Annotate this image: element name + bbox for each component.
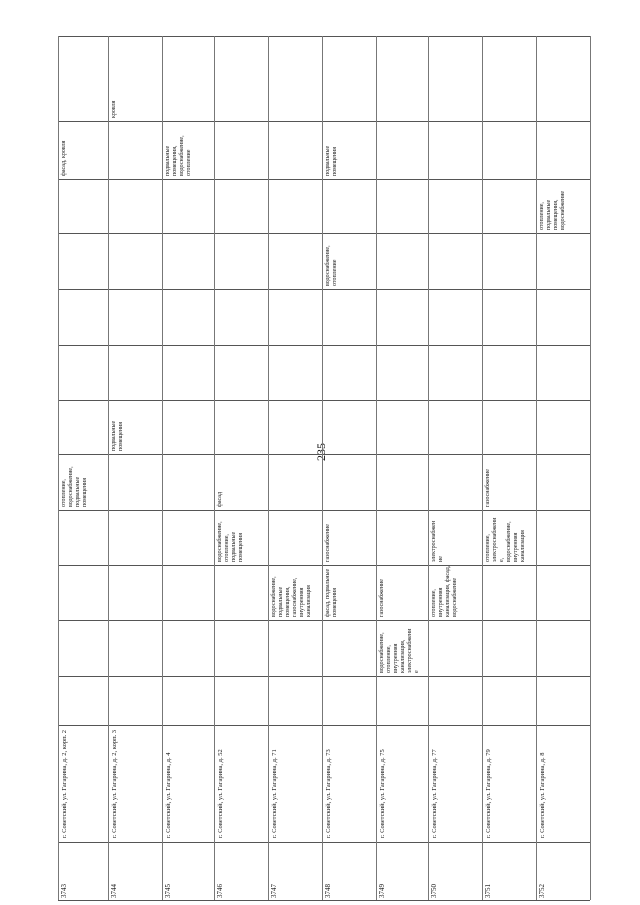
row-address: г. Советский, ул. Гагарина, д. 71 bbox=[271, 749, 278, 838]
row-cell-c3-line: е, bbox=[499, 557, 505, 562]
row-cell-c2-line: подвальные bbox=[278, 586, 284, 617]
row-cell-c4 bbox=[217, 492, 224, 507]
grid-line-horizontal bbox=[58, 842, 590, 843]
row-address: г. Советский, ул. Гагарина, д. 2, корп. 3 bbox=[111, 729, 118, 838]
row-cell-c1-line: внутренняя bbox=[393, 643, 399, 673]
row-cell-c2 bbox=[379, 579, 386, 617]
row-address: г. Советский, ул. Гагарина, д. 8 bbox=[539, 752, 546, 838]
grid-line-vertical bbox=[376, 36, 377, 900]
grid-line-horizontal bbox=[58, 179, 590, 180]
row-cell-c3-line: отопление, bbox=[224, 534, 230, 562]
row-cell-c10 bbox=[325, 146, 339, 176]
grid-line-vertical bbox=[214, 36, 215, 900]
row-cell-c10-line: помещения, bbox=[172, 145, 178, 176]
row-cell-c4-line: помещения bbox=[82, 477, 88, 507]
grid-line-horizontal bbox=[58, 900, 590, 901]
row-cell-c3-line: электроснабжени bbox=[492, 517, 498, 562]
grid-line-horizontal bbox=[58, 289, 590, 290]
row-cell-c9-line: помещения, bbox=[553, 199, 559, 230]
row-address: г. Советский, ул. Гагарина, д. 77 bbox=[431, 749, 438, 838]
row-cell-c4 bbox=[61, 466, 89, 507]
grid-line-horizontal bbox=[58, 620, 590, 621]
row-address: г. Советский, ул. Гагарина, д. 75 bbox=[379, 749, 386, 838]
grid-line-horizontal bbox=[58, 121, 590, 122]
row-cell-c3-line: канализация bbox=[520, 530, 526, 562]
row-cell-c5-line: помещения bbox=[118, 421, 124, 451]
row-cell-c10-line: фасад, кровля bbox=[61, 140, 67, 176]
row-cell-c2-line: водоснабжение bbox=[452, 577, 458, 617]
row-cell-c8-line: водоснабжение, bbox=[325, 245, 331, 286]
row-cell-c8 bbox=[325, 245, 339, 286]
grid-line-horizontal bbox=[58, 454, 590, 455]
row-cell-c1 bbox=[379, 629, 421, 673]
grid-line-horizontal bbox=[58, 400, 590, 401]
row-id: 3747 bbox=[270, 884, 278, 898]
grid-line-vertical bbox=[108, 36, 109, 900]
grid-line-vertical bbox=[482, 36, 483, 900]
grid-line-horizontal bbox=[58, 676, 590, 677]
row-address: г. Советский, ул. Гагарина, д. 79 bbox=[485, 749, 492, 838]
row-id: 3744 bbox=[110, 884, 118, 898]
row-address: г. Советский, ул. Гагарина, д. 4 bbox=[165, 752, 172, 838]
row-cell-c11-line: кровля bbox=[111, 100, 117, 118]
row-cell-c9 bbox=[539, 191, 567, 230]
grid-line-vertical bbox=[428, 36, 429, 900]
row-cell-c3-line: газоснабжение bbox=[325, 524, 331, 562]
row-cell-c2-line: водоснабжение, bbox=[271, 576, 277, 617]
row-id: 3750 bbox=[430, 884, 438, 898]
row-cell-c3 bbox=[485, 518, 527, 562]
row-cell-c4-line: фасад bbox=[217, 491, 223, 507]
row-cell-c8-line: отопление bbox=[332, 259, 338, 286]
row-cell-c3-line: электроснабжен bbox=[431, 520, 437, 562]
row-cell-c11 bbox=[111, 101, 118, 118]
row-cell-c2-line: помещения, bbox=[285, 586, 291, 617]
row-cell-c3-line: отопление, bbox=[485, 534, 491, 562]
grid-line-horizontal bbox=[58, 233, 590, 234]
grid-line-vertical bbox=[590, 36, 591, 900]
row-cell-c3 bbox=[431, 521, 445, 562]
row-cell-c5 bbox=[111, 421, 125, 451]
row-cell-c3-line: внутренняя bbox=[513, 532, 519, 562]
page-number: 235 bbox=[314, 443, 328, 461]
row-cell-c2-line: внутренняя bbox=[438, 587, 444, 617]
grid-line-vertical bbox=[536, 36, 537, 900]
row-id: 3745 bbox=[164, 884, 172, 898]
row-address: г. Советский, ул. Гагарина, д. 52 bbox=[217, 749, 224, 838]
row-cell-c10 bbox=[61, 141, 68, 176]
row-cell-c4-line: газоснабжение bbox=[485, 469, 491, 507]
row-cell-c2-line: газоснабжение, bbox=[292, 577, 298, 617]
row-cell-c9-line: отопление, bbox=[539, 202, 545, 230]
row-cell-c10-line: подвальные bbox=[325, 145, 331, 176]
row-cell-c1-line: е bbox=[414, 670, 420, 673]
row-address: г. Советский, ул. Гагарина, д. 73 bbox=[325, 749, 332, 838]
row-cell-c2-line: фасад, подвальные bbox=[325, 568, 331, 617]
row-cell-c10-line: подвальные bbox=[165, 145, 171, 176]
grid-line-horizontal bbox=[58, 345, 590, 346]
row-id: 3752 bbox=[538, 884, 546, 898]
grid-line-vertical bbox=[268, 36, 269, 900]
row-cell-c9-line: подвальные bbox=[546, 199, 552, 230]
row-cell-c4 bbox=[485, 469, 492, 507]
row-cell-c1-line: отопление, bbox=[386, 645, 392, 673]
row-cell-c4-line: водоснабжение, bbox=[68, 466, 74, 507]
row-cell-c3 bbox=[325, 524, 332, 562]
row-cell-c2-line: отопление, bbox=[431, 589, 437, 617]
row-cell-c2-line: газоснабжение bbox=[379, 579, 385, 617]
row-id: 3751 bbox=[484, 884, 492, 898]
row-cell-c9-line: водоснабжение bbox=[560, 190, 566, 230]
row-cell-c3-line: ие bbox=[438, 556, 444, 562]
row-address: г. Советский, ул. Гагарина, д. 2, корп. 2 bbox=[61, 729, 68, 838]
grid-line-horizontal bbox=[58, 510, 590, 511]
row-cell-c1-line: водоснабжение, bbox=[379, 632, 385, 673]
grid-line-horizontal bbox=[58, 36, 590, 37]
row-cell-c2-line: внутренняя bbox=[299, 587, 305, 617]
row-cell-c2-line: канализация bbox=[306, 585, 312, 617]
row-cell-c10-line: отопление bbox=[186, 149, 192, 176]
row-cell-c3-line: водоснабжение, bbox=[217, 521, 223, 562]
row-cell-c5-line: подвальные bbox=[111, 420, 117, 451]
row-id: 3743 bbox=[60, 884, 68, 898]
grid-line-horizontal bbox=[58, 565, 590, 566]
row-cell-c10 bbox=[165, 135, 193, 176]
row-cell-c1-line: электроснабжени bbox=[407, 628, 413, 673]
row-id: 3748 bbox=[324, 884, 332, 898]
grid-line-horizontal bbox=[58, 725, 590, 726]
row-id: 3746 bbox=[216, 884, 224, 898]
row-cell-c10-line: водоснабжение, bbox=[179, 135, 185, 176]
row-cell-c3 bbox=[217, 521, 245, 562]
row-cell-c2 bbox=[431, 566, 459, 617]
row-id: 3749 bbox=[378, 884, 386, 898]
row-cell-c4-line: подвальные bbox=[75, 476, 81, 507]
row-cell-c4-line: отопление, bbox=[61, 479, 67, 507]
row-cell-c10-line: помещения bbox=[332, 146, 338, 176]
row-cell-c3-line: водоснабжение, bbox=[506, 521, 512, 562]
grid-line-vertical bbox=[322, 36, 323, 900]
row-cell-c1-line: канализация, bbox=[400, 639, 406, 673]
row-cell-c3-line: подвальные bbox=[231, 531, 237, 562]
grid-line-vertical bbox=[162, 36, 163, 900]
row-cell-c2-line: помещения bbox=[332, 587, 338, 617]
row-cell-c2-line: канализация, фасад, bbox=[445, 565, 451, 617]
grid-line-vertical bbox=[58, 36, 59, 900]
row-cell-c2 bbox=[325, 569, 339, 617]
row-cell-c2 bbox=[271, 576, 313, 617]
row-cell-c3-line: помещения bbox=[238, 532, 244, 562]
